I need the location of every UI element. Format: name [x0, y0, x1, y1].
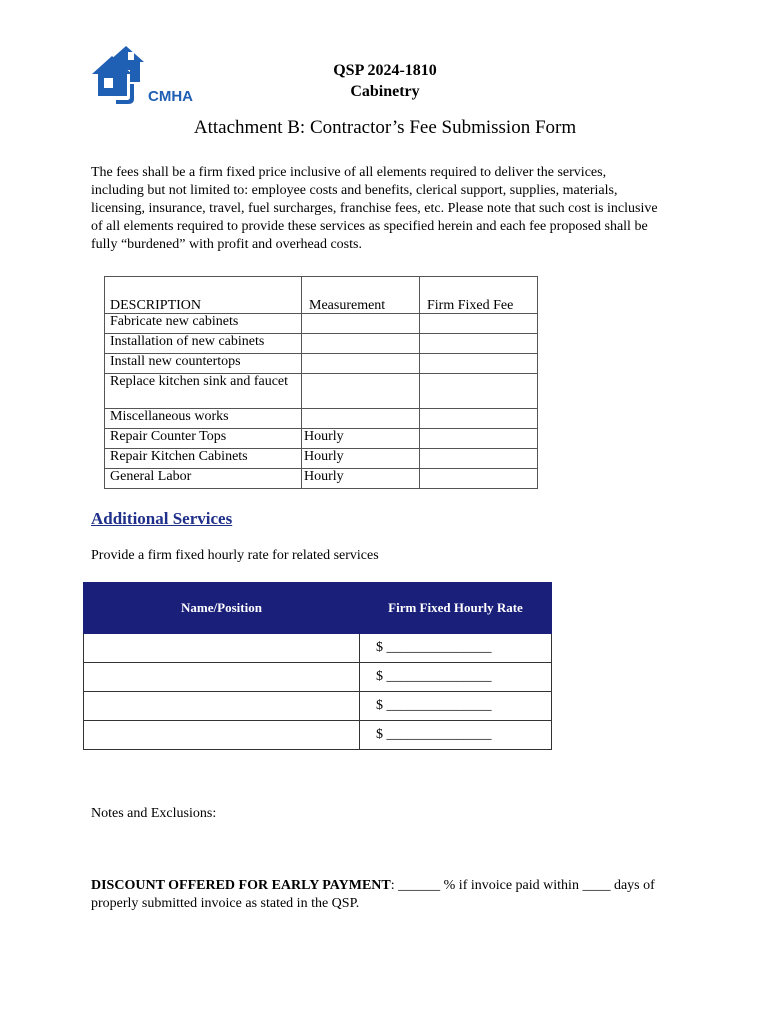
additional-services-heading: Additional Services	[91, 509, 233, 528]
qsp-subject: Cabinetry	[350, 83, 420, 100]
name-position-field[interactable]	[84, 634, 360, 663]
row-description: Install new countertops	[105, 354, 302, 374]
table-row	[105, 314, 538, 334]
row-description: Miscellaneous works	[105, 409, 302, 429]
hourly-rate-field[interactable]: $ _______________	[360, 721, 552, 750]
qsp-number: QSP 2024-1810	[333, 62, 437, 79]
header-measurement: Measurement	[302, 277, 420, 314]
row-measurement	[302, 374, 420, 409]
fee-table	[104, 276, 538, 489]
name-position-field[interactable]	[84, 692, 360, 721]
row-measurement	[302, 334, 420, 354]
row-measurement: Hourly	[302, 449, 420, 469]
row-fee-field[interactable]	[420, 429, 538, 449]
table-row	[105, 429, 538, 449]
table-row	[105, 334, 538, 354]
table-row	[105, 449, 538, 469]
table-row	[105, 469, 538, 489]
row-measurement	[302, 354, 420, 374]
table-row	[84, 634, 552, 663]
row-fee-field[interactable]	[420, 409, 538, 429]
hourly-rate-table	[83, 582, 552, 750]
notes-exclusions-label: Notes and Exclusions:	[91, 806, 217, 821]
form-title: Attachment B: Contractor’s Fee Submission Form	[193, 117, 577, 138]
table-row	[105, 409, 538, 429]
rate-table-header-row	[84, 583, 552, 634]
row-fee-field[interactable]	[420, 469, 538, 489]
row-measurement	[302, 314, 420, 334]
row-fee-field[interactable]	[420, 449, 538, 469]
row-description: Installation of new cabinets	[105, 334, 302, 354]
row-description: General Labor	[105, 469, 302, 489]
row-description: Replace kitchen sink and faucet	[105, 374, 302, 409]
table-row	[105, 354, 538, 374]
name-position-field[interactable]	[84, 721, 360, 750]
header-hourly-rate: Firm Fixed Hourly Rate	[360, 583, 552, 634]
cmha-logo	[90, 44, 208, 106]
fee-table-header-row	[105, 277, 538, 314]
name-position-field[interactable]	[84, 663, 360, 692]
table-row	[84, 663, 552, 692]
table-row	[84, 692, 552, 721]
additional-services-description: Provide a firm fixed hourly rate for related services	[91, 548, 379, 563]
table-row	[105, 374, 538, 409]
row-measurement	[302, 409, 420, 429]
intro-paragraph: The fees shall be a firm fixed price inclusive of all elements required to deliver the services, including but not limited to: employee costs and benefits, clerical support, supplies, materials, licensing, insurance, travel, fuel surcharges, franchise fees, etc. Please note that such cost is inclusive of all elements required to provide these services as specified herein and each fee proposed shall be fully “burdened” with profit and overhead costs.	[91, 165, 658, 252]
row-fee-field[interactable]	[420, 354, 538, 374]
table-row	[84, 721, 552, 750]
row-fee-field[interactable]	[420, 334, 538, 354]
header-description: DESCRIPTION	[105, 277, 302, 314]
row-description: Fabricate new cabinets	[105, 314, 302, 334]
header-name-position: Name/Position	[84, 583, 360, 634]
hourly-rate-field[interactable]: $ _______________	[360, 692, 552, 721]
hourly-rate-field[interactable]: $ _______________	[360, 663, 552, 692]
discount-label: DISCOUNT OFFERED FOR EARLY PAYMENT	[91, 878, 391, 893]
row-measurement: Hourly	[302, 429, 420, 449]
header-fee: Firm Fixed Fee	[420, 277, 538, 314]
discount-paragraph	[91, 877, 691, 913]
row-fee-field[interactable]	[420, 314, 538, 334]
discount-text: : ______ % if invoice paid within ____ days of properly submitted invoice as stated in the QSP.	[91, 878, 655, 911]
row-description: Repair Counter Tops	[105, 429, 302, 449]
row-measurement: Hourly	[302, 469, 420, 489]
row-description: Repair Kitchen Cabinets	[105, 449, 302, 469]
house-logo-icon	[90, 44, 208, 106]
hourly-rate-field[interactable]: $ _______________	[360, 634, 552, 663]
row-fee-field[interactable]	[420, 374, 538, 409]
logo-text: CMHA	[148, 88, 193, 105]
